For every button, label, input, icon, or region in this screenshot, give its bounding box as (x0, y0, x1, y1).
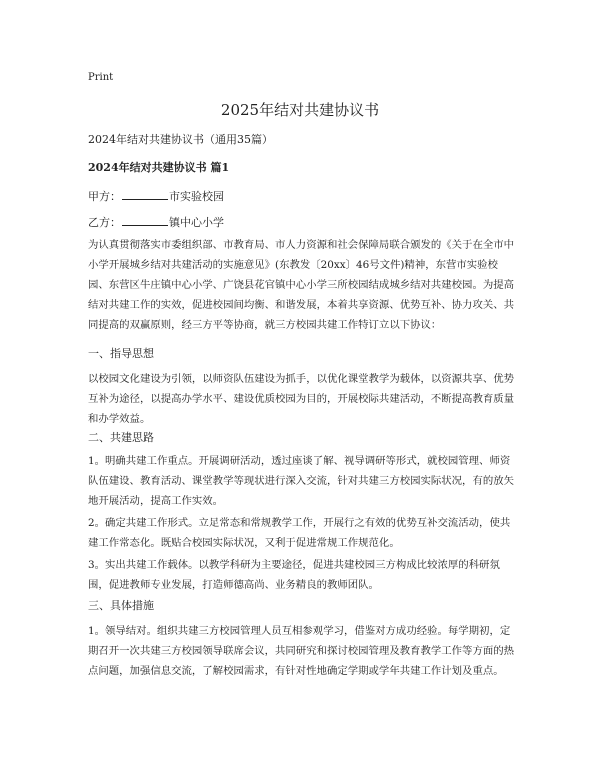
heading-guiding-ideology: 一、指导思想 (88, 347, 154, 360)
party-a-value: 市实验校园 (169, 190, 224, 203)
paragraph-measures-1: 1。领导结对。组织共建三方校园管理人员互相参观学习，借鉴对方成功经验。每学期初，定期召开一次共建三方校园领导联席会议，共同研究和探讨校园管理及教育教学工作等方面的热点问题，加强信息交流，了解校园需求，有针对性地确定学期或学年共建工作计划及重点。 (88, 625, 515, 677)
heading-approach: 二、共建思路 (88, 431, 154, 444)
intro-paragraph: 为认真贯彻落实市委组织部、市教育局、市人力资源和社会保障局联合颁发的《关于在全市中小学开展城乡结对共建活动的实施意见》(东教发〔20xx〕46号文件)精神，东营市实验校园、东营区牛庄镇中心小学、广饶县花官镇中心小学三所校园结成城乡结对共建校园。为提高结对共建工作的实效，促进校园间均衡、和谐发展，本着共享资源、优势互补、协力攻关、共同提高的双赢原则，经三方平等协商，就三方校园共建工作特订立以下协议： (88, 239, 515, 331)
party-b-blank (122, 215, 168, 226)
document-subtitle: 2024年结对共建协议书（通用35篇） (88, 133, 273, 146)
party-b (88, 215, 224, 230)
paragraph-approach-3: 3。实出共建工作载体。以教学科研为主要途径，促进共建校园三方构成比较浓厚的科研氛围，促进教师专业发展，打造师德高尚、业务精良的教师团队。 (88, 559, 500, 591)
document-title: 2025年结对共建协议书 (220, 101, 380, 119)
print-label: Print (88, 72, 114, 83)
party-a-label: 甲方： (88, 190, 121, 203)
paragraph-guiding-ideology: 以校园文化建设为引领，以师资队伍建设为抓手，以优化课堂教学为载体，以资源共享、优势互补为途径，以提高办学水平、建设优质校园为目的，开展校际共建活动，不断提高教育质量和办学效益。 (88, 373, 515, 425)
section-title: 2024年结对共建协议书 篇1 (88, 161, 230, 174)
party-a-blank (122, 189, 168, 200)
paragraph-approach-2: 2。确定共建工作形式。立足常态和常规教学工作，开展行之有效的优势互补交流活动，使共建工作常态化。既贴合校园实际状况，又利于促进常规工作规范化。 (88, 517, 511, 549)
party-b-value: 镇中心小学 (169, 216, 224, 229)
heading-measures: 三、具体措施 (88, 599, 154, 612)
paragraph-approach-1: 1。明确共建工作重点。开展调研活动，透过座谈了解、视导调研等形式，就校园管理、师资队伍建设、教育活动、课堂教学等现状进行深入交流，针对共建三方校园实际状况，有的放矢地开展活动，提高工作实效。 (88, 455, 515, 507)
party-b-label: 乙方： (88, 216, 121, 229)
party-a (88, 189, 224, 204)
